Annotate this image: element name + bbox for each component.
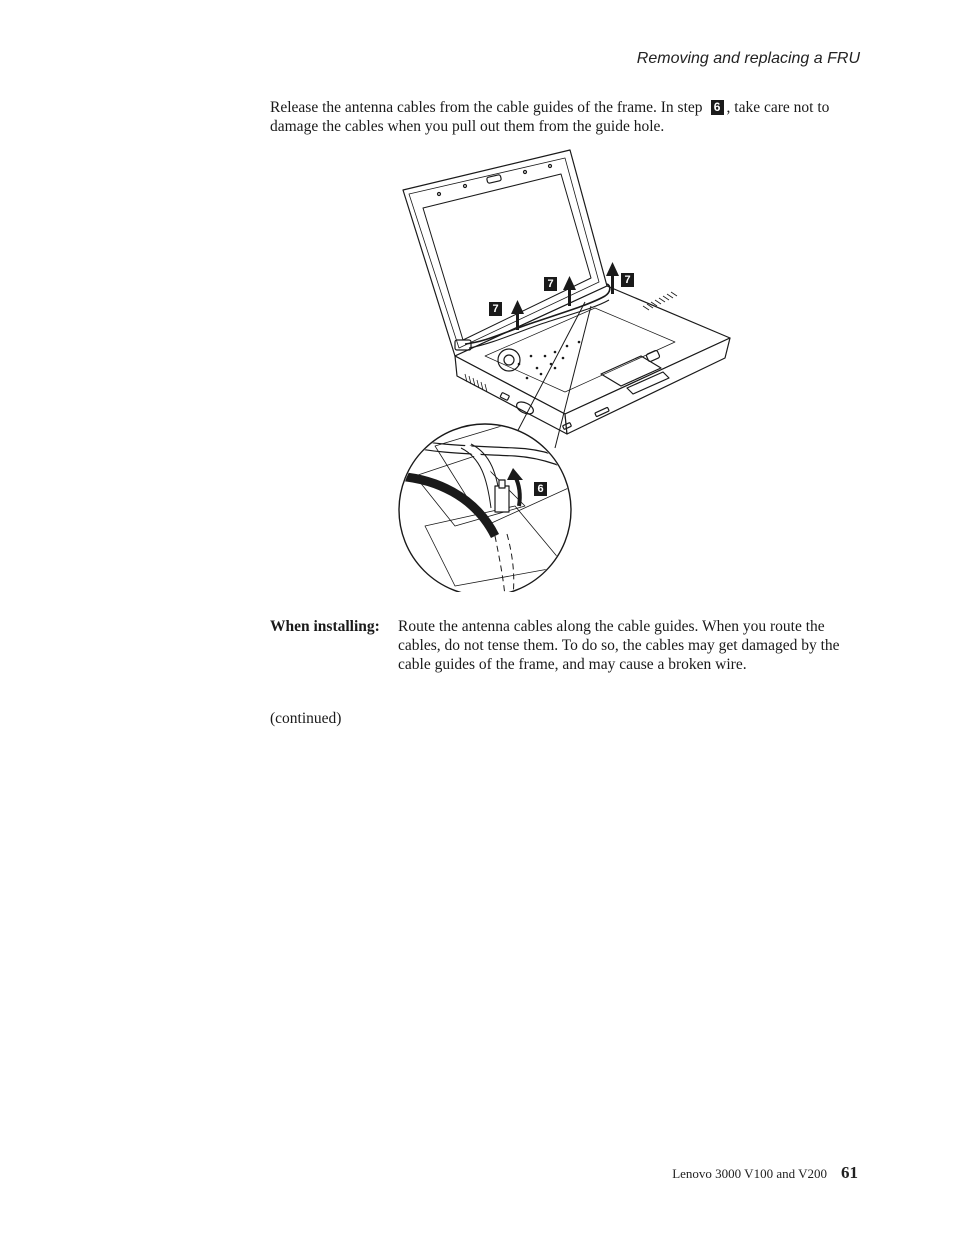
install-note-label: When installing: (270, 618, 380, 635)
intro-text-after: , take care not to damage the cables when you pull out them from the guide hole. (270, 99, 830, 135)
laptop-figure (395, 146, 735, 592)
callout-7-left: 7 (489, 302, 502, 316)
install-note-text: Route the antenna cables along the cable guides. When you route the cables, do not tense them. To do so, the cables may get damaged by the cable guides of the frame, and may cause a broken wire. (398, 618, 840, 673)
footer-product: Lenovo 3000 V100 and V200 (672, 1166, 827, 1181)
callout-7-right: 7 (621, 273, 634, 287)
laptop-illustration (395, 146, 735, 592)
callout-7-middle: 7 (544, 277, 557, 291)
page-footer (672, 1163, 858, 1183)
page-number: 61 (841, 1163, 858, 1182)
intro-text-before: Release the antenna cables from the cable guides of the frame. In step (270, 99, 703, 116)
step-ref-badge: 6 (711, 100, 724, 115)
continued-text: (continued) (270, 710, 342, 727)
intro-paragraph (270, 98, 860, 136)
page-header: Removing and replacing a FRU (636, 50, 860, 67)
callout-6-magnified: 6 (534, 482, 547, 496)
